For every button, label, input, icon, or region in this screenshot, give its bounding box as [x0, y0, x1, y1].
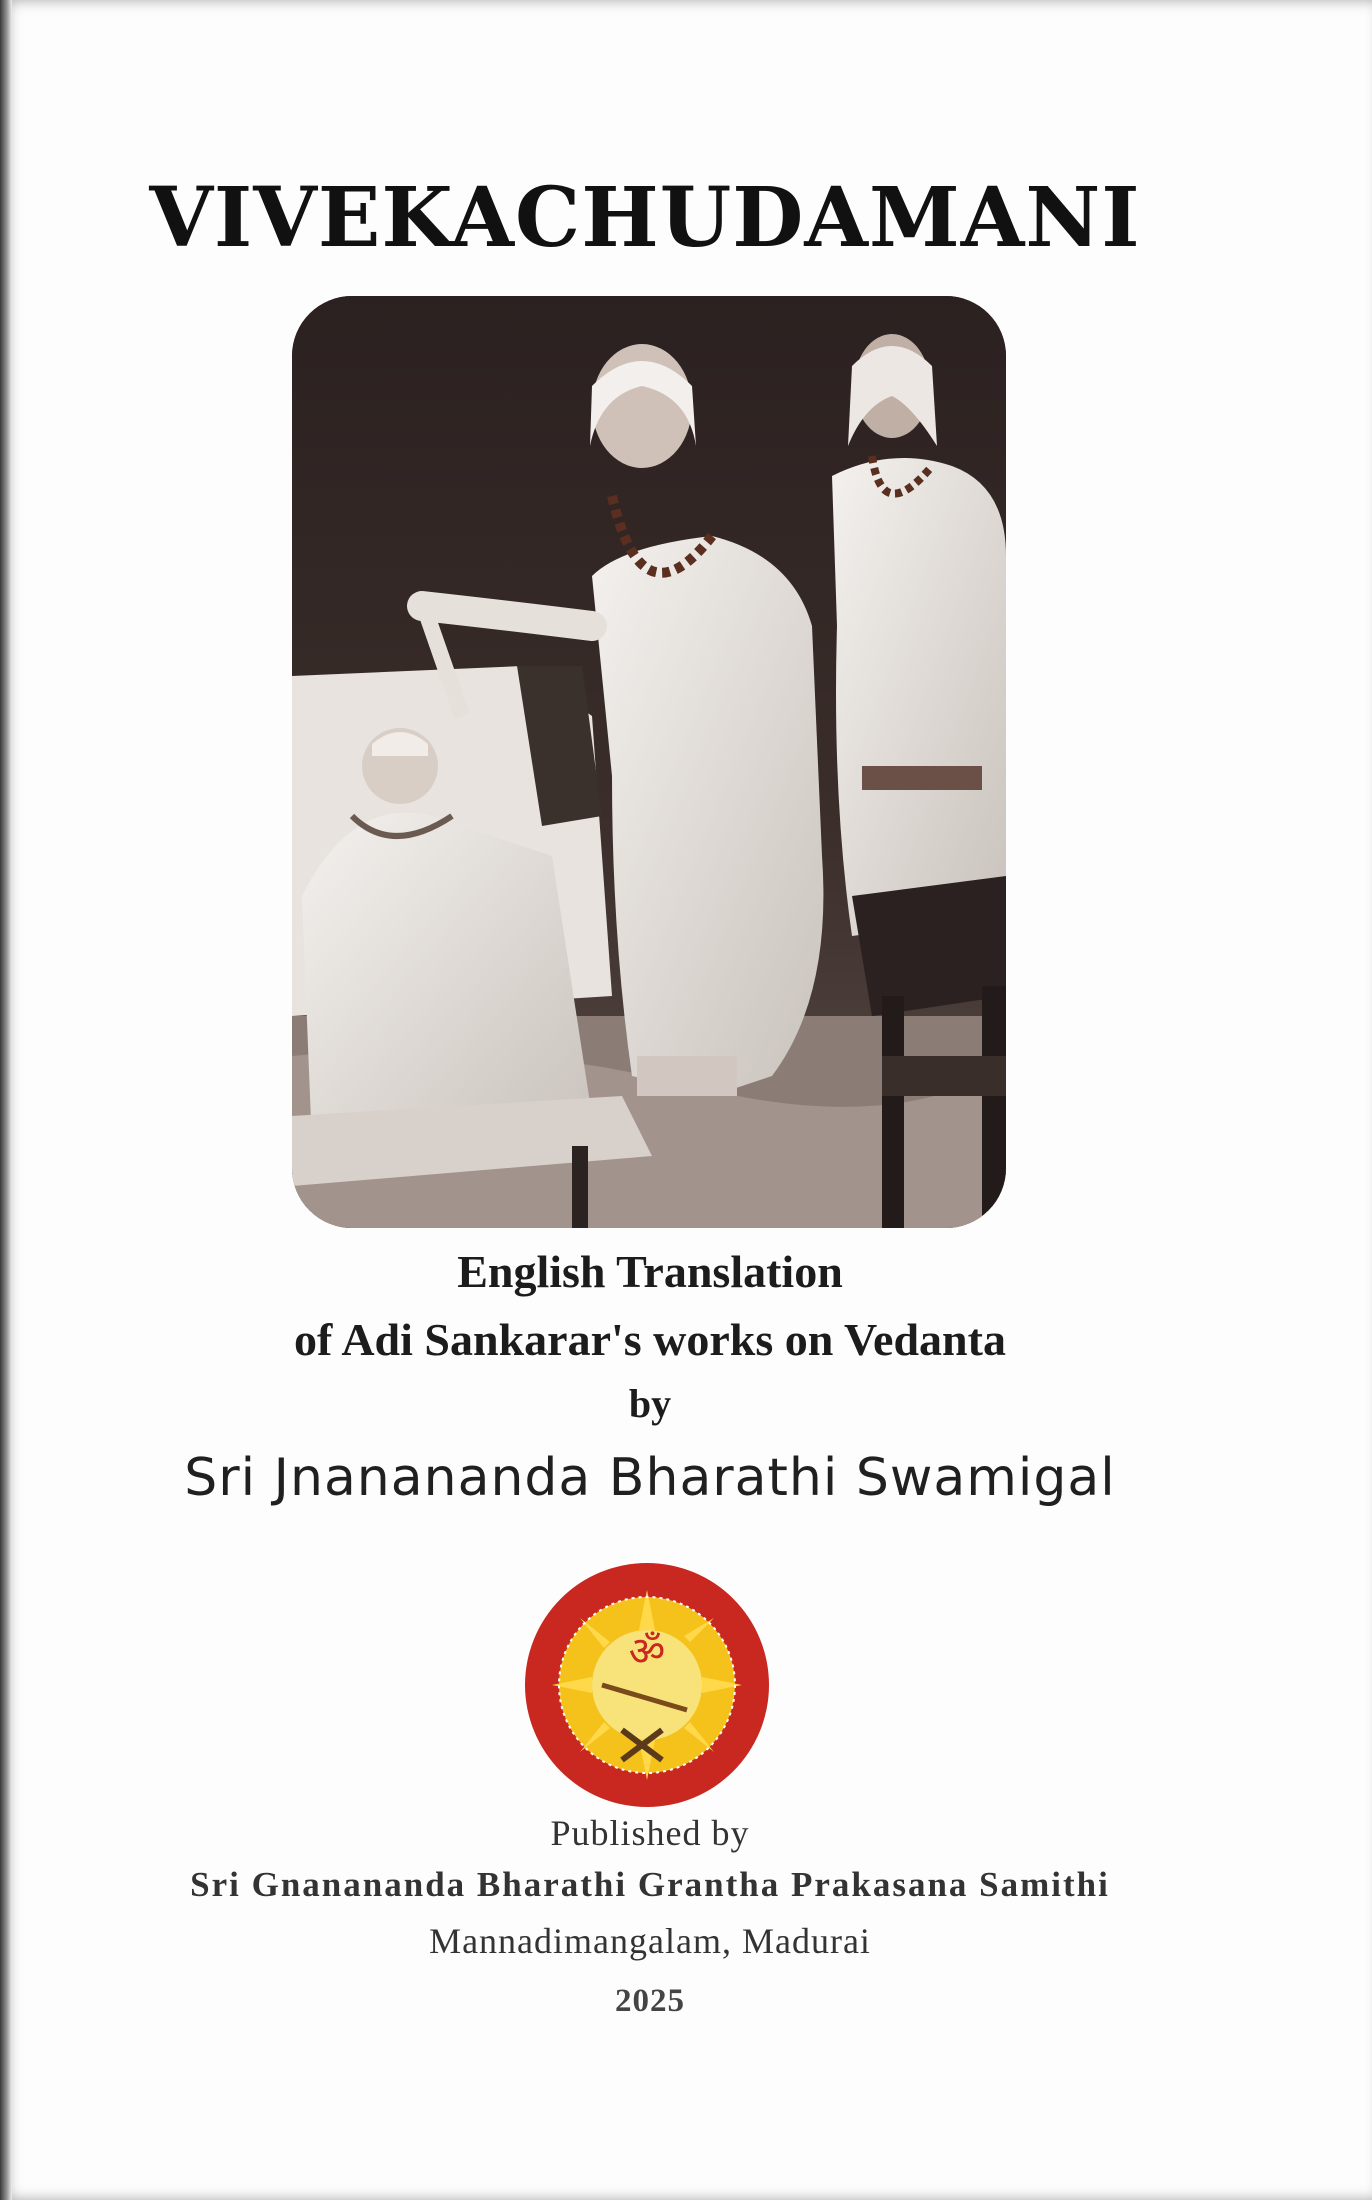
svg-text:ॐ: ॐ: [628, 1629, 666, 1675]
monks-photo-icon: [292, 296, 1006, 1228]
publisher-place: Mannadimangalam, Madurai: [429, 1921, 871, 1961]
author-name: Sri Jnanananda Bharathi Swamigal: [184, 1448, 1116, 1508]
by-label: by: [628, 1381, 672, 1426]
published-by-label: Published by: [550, 1813, 750, 1853]
book-title: VIVEKACHUDAMANI: [149, 170, 1141, 266]
subtitle-line-2: of Adi Sankarar's works on Vedanta: [294, 1314, 1006, 1365]
publisher-name: Sri Gnanananda Bharathi Grantha Prakasana Samithi: [190, 1865, 1110, 1904]
subtitle-line-1: English Translation: [457, 1246, 843, 1297]
publication-year: 2025: [615, 1983, 685, 2019]
om-sun-emblem-icon: [522, 1560, 772, 1810]
cover-photo: [292, 296, 1006, 1228]
